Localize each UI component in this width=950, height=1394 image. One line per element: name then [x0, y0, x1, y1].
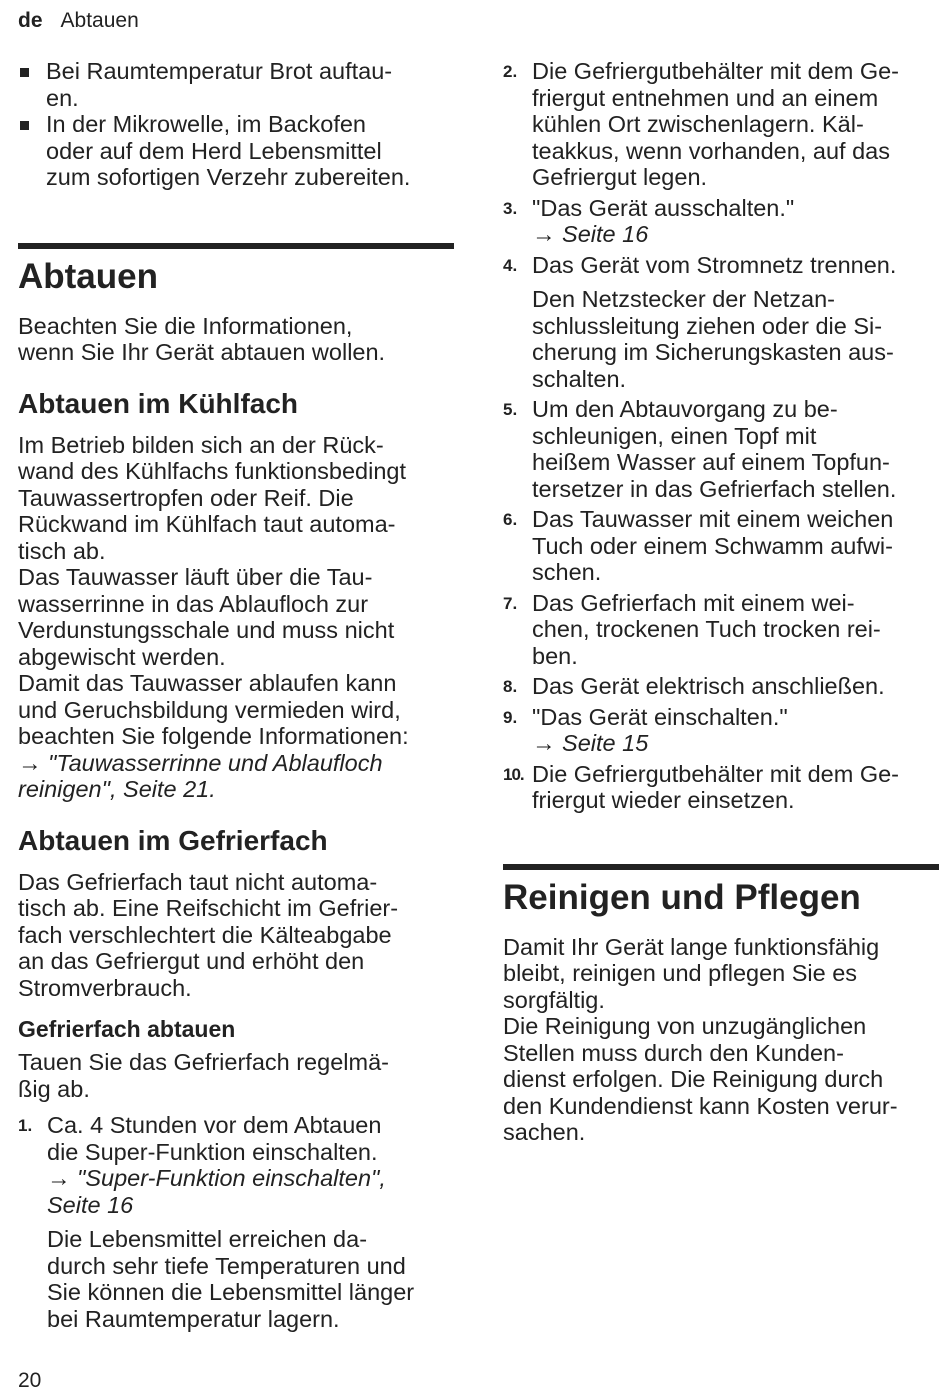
step-number: 3.: [503, 198, 518, 218]
step-item: [503, 704, 939, 731]
subsection-title-kuehlfach: Abtauen im Kühlfach: [18, 387, 299, 419]
step-number: 8.: [503, 677, 518, 696]
gefrierfach-abtauen-paragraph: Tauen Sie das Gefrierfach regelmä- ßig ab.: [18, 1049, 389, 1102]
kuehlfach-paragraph-1: Im Betrieb bilden sich an der Rück- wand des Kühlfachs funktionsbedingt Tauwassertropfen oder Reif. Die Rückwand im Kühlfach taut automa- tisch ab.: [18, 431, 407, 564]
step-item: [503, 673, 939, 700]
gefrierfach-paragraph: Das Gefrierfach taut nicht automa- tisch ab. Eine Reifschicht im Gefrier- fach verschlechtert die Kälteabgabe an das Gefriergut und erhöht den Stromverbrauch.: [18, 868, 399, 1001]
subsection-title-gefrierfach: Abtauen im Gefrierfach: [18, 824, 328, 856]
step-item: [503, 506, 939, 586]
step-item: [503, 396, 939, 502]
step-text: Das Gefrierfach mit einem wei- chen, trockenen Tuch trocken rei- ben.: [532, 589, 881, 669]
step-note: Die Lebensmittel erreichen da- durch sehr tiefe Temperaturen und Sie können die Lebensmittel länger bei Raumtemperatur lagern.: [47, 1226, 415, 1332]
page-number: 20: [18, 1369, 42, 1392]
page-header: [18, 8, 139, 34]
step-number: 2.: [503, 62, 518, 81]
step-number: 7.: [503, 593, 518, 613]
reinigen-paragraph-2: Die Reinigung von unzugänglichen Stellen muss durch den Kunden- dienst erfolgen. Die Reinigung durch den Kundendienst kann Kosten verur- sachen.: [503, 1013, 898, 1145]
section-rule: [503, 864, 939, 870]
language-tag: de: [18, 9, 43, 32]
step-number: 1.: [18, 1116, 33, 1135]
bullet-text: In der Mikrowelle, im Backofen oder auf dem Herd Lebensmittel zum sofortigen Verzehr zubereiten.: [46, 111, 411, 190]
bullet-item: [18, 58, 454, 111]
step-item: [503, 761, 939, 814]
bullet-text: Bei Raumtemperatur Brot auftau- en.: [46, 58, 393, 111]
step-item: [503, 590, 939, 670]
step-text: Das Gerät vom Stromnetz trennen.: [532, 251, 897, 278]
step-number: 6.: [503, 510, 518, 529]
kuehlfach-paragraph-2: Das Tauwasser läuft über die Tau- wasserrinne in das Ablaufloch zur Verdunstungsschale und muss nicht abgewischt werden.: [18, 564, 395, 670]
step-text: Ca. 4 Stunden vor dem Abtauen die Super-Funktion einschalten.: [47, 1112, 382, 1165]
step-number: 4.: [503, 255, 518, 275]
step-text: Die Gefriergutbehälter mit dem Ge- friergut entnehmen und an einem kühlen Ort zwischenlagern. Käl- teakkus, wenn vorhanden, auf das Gefriergut legen.: [532, 58, 900, 190]
step-text: Die Gefriergutbehälter mit dem Ge- friergut wieder einsetzen.: [532, 760, 900, 813]
step-note: Den Netzstecker der Netzan- schlussleitung ziehen oder die Si- cherung im Sicherungskasten aus- schalten.: [532, 286, 894, 392]
step-item: [503, 195, 939, 222]
left-column: [18, 58, 454, 1332]
step-cross-reference[interactable]: → Seite 16: [532, 221, 649, 247]
step-text: "Das Gerät einschalten.": [532, 703, 788, 730]
step-number: 9.: [503, 707, 518, 727]
right-column: [503, 58, 939, 1146]
section-rule: [18, 243, 454, 249]
section-title-abtauen: Abtauen: [18, 256, 158, 296]
kuehlfach-cross-reference[interactable]: → "Tauwasserrinne und Ablaufloch reinigen", Seite 21.: [18, 749, 383, 802]
step-cross-reference[interactable]: → "Super-Funktion einschalten", Seite 16: [47, 1165, 386, 1218]
step-text: Das Gerät elektrisch anschließen.: [532, 673, 885, 699]
section-title-reinigen: Reinigen und Pflegen: [503, 877, 861, 917]
step-number: 10.: [503, 764, 524, 784]
step-text: Um den Abtauvorgang zu be- schleunigen, einen Topf mit heißem Wasser auf einem Topfun- tersetzer in das Gefrierfach stellen.: [532, 396, 897, 502]
subheading-gefrierfach-abtauen: Gefrierfach abtauen: [18, 1016, 236, 1042]
kuehlfach-paragraph-3: Damit das Tauwasser ablaufen kann und Geruchsbildung vermieden wird, beachten Sie folgende Informationen:: [18, 670, 409, 749]
bullet-item: [18, 111, 454, 191]
step-cross-reference[interactable]: → Seite 15: [532, 730, 649, 756]
step-text: "Das Gerät ausschalten.": [532, 194, 795, 221]
header-section: Abtauen: [60, 9, 139, 32]
step-item: [18, 1112, 454, 1165]
step-text: Das Tauwasser mit einem weichen Tuch oder einem Schwamm aufwi- schen.: [532, 506, 894, 585]
step-item: [503, 252, 939, 279]
reinigen-paragraph-1: Damit Ihr Gerät lange funktionsfähig bleibt, reinigen und pflegen Sie es sorgfältig.: [503, 933, 880, 1013]
step-number: 5.: [503, 400, 518, 419]
step-item: [503, 58, 939, 191]
intro-paragraph: Beachten Sie die Informationen, wenn Sie Ihr Gerät abtauen wollen.: [18, 312, 386, 365]
